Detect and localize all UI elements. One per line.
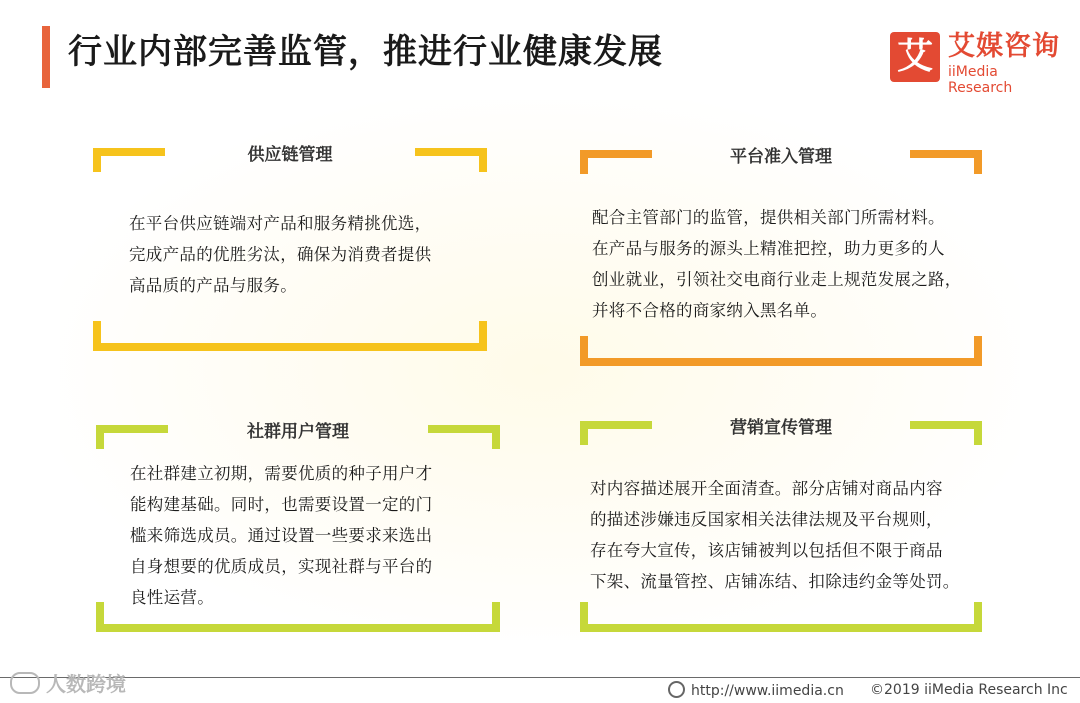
card-body-line: 对内容描述展开全面清查。部分店铺对商品内容 — [590, 479, 943, 498]
logo-english-name: iiMedia Research — [948, 64, 1013, 96]
card-body — [592, 202, 962, 326]
card-body-line: 高品质的产品与服务。 — [129, 276, 297, 295]
bracket-bottom — [93, 321, 487, 351]
card-body-line: 完成产品的优胜劣汰，确保为消费者提供 — [129, 245, 432, 264]
logo-mark-icon: 艾 — [890, 32, 940, 82]
globe-icon — [668, 681, 685, 698]
logo-chinese-name: 艾媒咨询 — [948, 31, 1060, 62]
footer-copyright: ©2019 iiMedia Research Inc — [870, 682, 1068, 698]
card-platform-access — [580, 147, 982, 366]
footer-url-text: http://www.iimedia.cn — [691, 683, 844, 699]
card-title: 平台准入管理 — [730, 147, 832, 167]
card-body-line: 能构建基础。同时，也需要设置一定的门 — [130, 495, 433, 514]
bracket-bottom — [580, 336, 982, 366]
card-body-line: 存在夸大宣传，该店铺被判以包括但不限于商品 — [590, 541, 943, 560]
card-body-line: 在社群建立初期，需要优质的种子用户才 — [130, 464, 433, 483]
brand-logo — [890, 31, 1060, 96]
footer-divider — [0, 677, 1080, 678]
card-body-line: 槛来筛选成员。通过设置一些要求来选出 — [130, 526, 433, 545]
card-community-users — [96, 422, 500, 632]
bracket-bottom — [580, 602, 982, 632]
card-title: 营销宣传管理 — [730, 418, 832, 438]
page-title: 行业内部完善监管，推进行业健康发展 — [68, 32, 663, 72]
bracket-bottom — [96, 602, 500, 632]
footer-url[interactable] — [668, 681, 844, 700]
card-body — [590, 473, 960, 597]
card-body — [129, 208, 431, 301]
card-body — [130, 458, 432, 613]
card-body-line: 配合主管部门的监管，提供相关部门所需材料。 — [592, 208, 945, 227]
card-body-line: 的描述涉嫌违反国家相关法律法规及平台规则， — [590, 510, 943, 529]
title-accent-bar — [42, 26, 50, 88]
card-body-line: 下架、流量管控、店铺冻结、扣除违约金等处罚。 — [590, 572, 960, 591]
watermark-text: 人数跨境 — [46, 672, 126, 696]
watermark — [10, 672, 126, 696]
card-body-line: 并将不合格的商家纳入黑名单。 — [592, 301, 828, 320]
card-marketing — [580, 418, 982, 632]
card-title: 社群用户管理 — [247, 422, 349, 442]
watermark-logo-icon — [10, 672, 40, 694]
card-body-line: 在产品与服务的源头上精准把控，助力更多的人 — [592, 239, 945, 258]
card-body-line: 在平台供应链端对产品和服务精挑优选， — [129, 214, 432, 233]
card-supply-chain — [93, 145, 487, 351]
card-body-line: 自身想要的优质成员，实现社群与平台的 — [130, 557, 433, 576]
card-title: 供应链管理 — [247, 145, 333, 165]
card-body-line: 良性运营。 — [130, 588, 214, 607]
card-body-line: 创业就业，引领社交电商行业走上规范发展之路， — [592, 270, 962, 289]
